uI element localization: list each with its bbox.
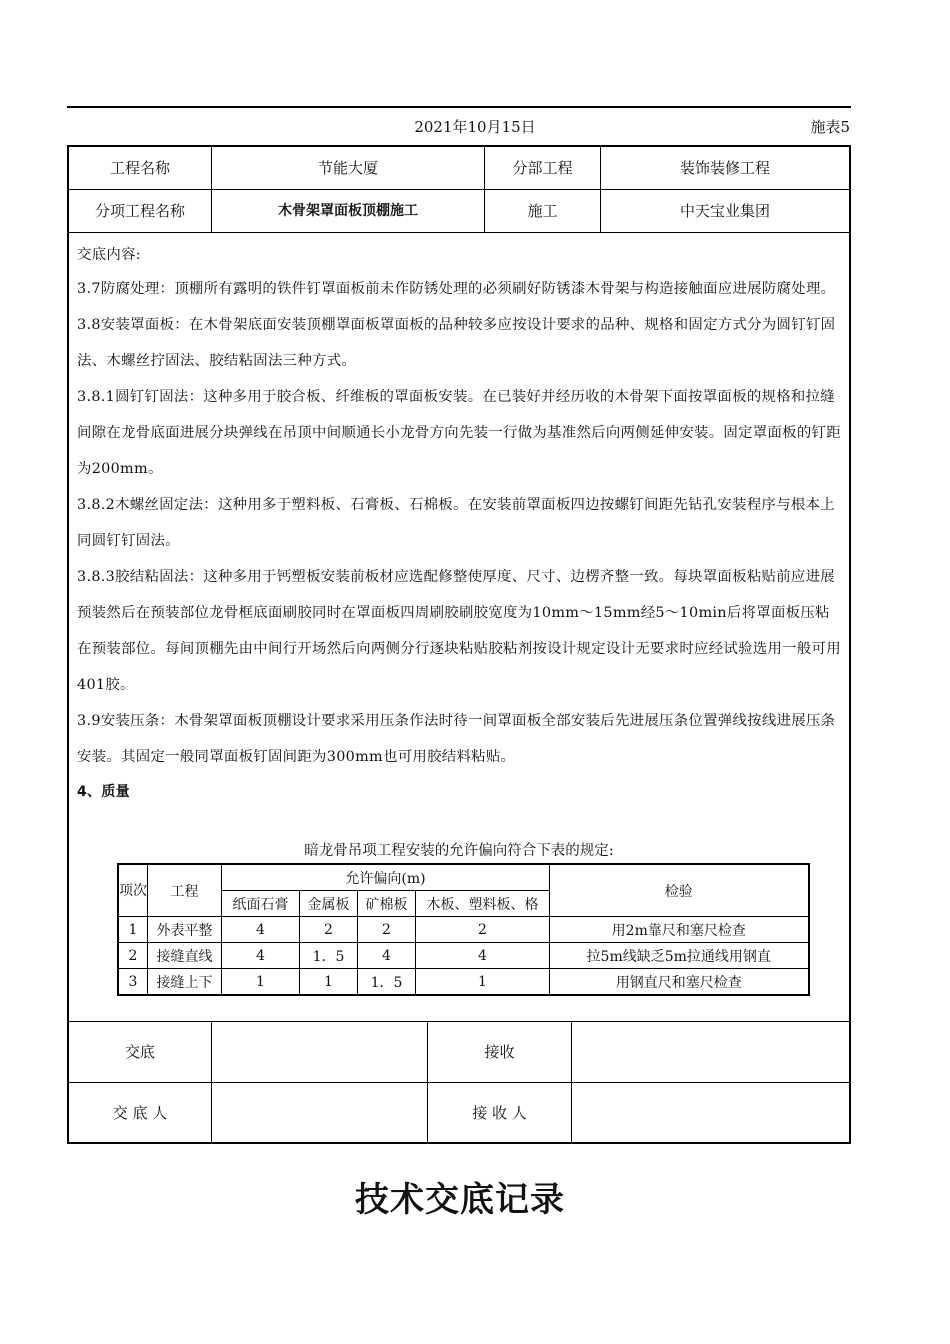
signature-row-handover <box>69 1021 849 1083</box>
row-value: 2 <box>358 917 416 943</box>
row-value: 1 <box>222 969 300 996</box>
record-form <box>67 145 851 1144</box>
info-row-project <box>69 147 849 190</box>
col-item-header: 项次 <box>118 864 148 917</box>
content-paragraph: 3.9安装压条：木骨架罩面板顶棚设计要求采用压条作法时待一间罩面板全部安装后先进展压条位置弹线按线进展压条安装。其固定一般同罩面板钉固间距为300mm也可用胶结料粘贴。 <box>77 713 836 765</box>
item-name-value: 木骨架罩面板顶棚施工 <box>212 190 485 232</box>
col-check-header: 检验 <box>550 864 809 917</box>
row-project: 外表平整 <box>148 917 222 943</box>
content-intro: 交底内容: <box>77 247 141 263</box>
row-value: 4 <box>222 917 300 943</box>
row-no: 2 <box>118 943 148 969</box>
row-value: 4 <box>416 943 550 969</box>
contractor-label: 施工 <box>485 190 601 232</box>
document-title: 技术交底记录 <box>355 1180 565 1220</box>
row-project: 接缝上下 <box>148 969 222 996</box>
handover-label: 交底 <box>69 1022 212 1082</box>
col-project-header: 工程 <box>148 864 222 917</box>
handover-content <box>77 239 843 809</box>
handover-person-field[interactable] <box>212 1083 428 1143</box>
info-row-item <box>69 190 849 233</box>
row-value: 4 <box>222 943 300 969</box>
row-value: 1．5 <box>358 969 416 996</box>
content-paragraph: 3.7防腐处理：顶棚所有露明的铁件钉罩面板前未作防锈处理的必须刷好防锈漆木骨架与构造接触面应进展防腐处理。 <box>77 281 836 297</box>
row-check: 用2m靠尺和塞尺检查 <box>550 917 809 943</box>
table-caption: 暗龙骨吊项工程安装的允许偏向符合下表的规定: <box>304 843 614 859</box>
division-label: 分部工程 <box>485 147 601 189</box>
content-paragraph: 3.8.1圆钉钉固法：这种多用于胶合板、纤维板的罩面板安装。在已装好并经历收的木骨架下面按罩面板的规格和拉缝间隙在龙骨底面进展分块弹线在吊顶中间顺通长小龙骨方向先装一行做为基准然后向两侧延伸安装。固定罩面板的钉距为200mm。 <box>77 389 841 477</box>
table-row <box>118 969 809 996</box>
row-project: 接缝直线 <box>148 943 222 969</box>
table-row <box>118 917 809 943</box>
document-date: 2021年10月15日 <box>414 118 536 136</box>
row-check: 拉5m线缺乏5m拉通线用钢直 <box>550 943 809 969</box>
row-value: 2 <box>416 917 550 943</box>
receive-person-label: 接 收 人 <box>428 1083 572 1143</box>
content-paragraph: 3.8安装罩面板：在木骨架底面安装顶棚罩面板罩面板的品种较多应按设计要求的品种、规格和固定方式分为圆钉钉固法、木螺丝拧固法、胶结粘固法三种方式。 <box>77 317 836 369</box>
row-value: 2 <box>300 917 358 943</box>
receive-person-field[interactable] <box>572 1083 849 1143</box>
handover-person-label: 交 底 人 <box>69 1083 212 1143</box>
handover-field[interactable] <box>212 1022 428 1082</box>
subcol-header: 金属板 <box>300 891 358 917</box>
row-value: 1 <box>300 969 358 996</box>
content-paragraph: 3.8.2木螺丝固定法：这种用多于塑料板、石膏板、石棉板。在安装前罩面板四边按螺钉间距先钻孔安装程序与根本上同圆钉钉固法。 <box>77 497 835 549</box>
receive-field[interactable] <box>572 1022 849 1082</box>
project-name-label: 工程名称 <box>69 147 212 189</box>
header-rule <box>67 106 851 108</box>
row-value: 1．5 <box>300 943 358 969</box>
project-name-value: 节能大厦 <box>212 147 485 189</box>
section-heading: 4、质量 <box>77 784 130 800</box>
row-value: 4 <box>358 943 416 969</box>
item-name-label: 分项工程名称 <box>69 190 212 232</box>
content-paragraph: 3.8.3胶结粘固法：这种多用于钙塑板安装前板材应选配修整使厚度、尺寸、边楞齐整一致。每块罩面板粘贴前应进展预装然后在预装部位龙骨框底面刷胶同时在罩面板四周刷胶刷胶宽度为10mm～15mm经5～10min后将罩面板压粘在预装部位。每间顶棚先由中间行开场然后向两侧分行逐块粘贴胶粘剂按设计规定设计无要求时应经试验选用一般可用401胶。 <box>77 569 841 693</box>
subcol-header: 木板、塑料板、格 <box>416 891 550 917</box>
form-number: 施表5 <box>810 118 850 136</box>
division-value: 装饰装修工程 <box>679 159 770 177</box>
receive-label: 接收 <box>428 1022 572 1082</box>
col-tolerance-header: 允许偏向(m) <box>222 864 550 891</box>
signature-row-persons <box>69 1082 849 1143</box>
row-no: 3 <box>118 969 148 996</box>
row-check: 用钢直尺和塞尺检查 <box>550 969 809 996</box>
quality-table <box>117 863 810 996</box>
table-row <box>118 943 809 969</box>
subcol-header: 矿棉板 <box>358 891 416 917</box>
subcol-header: 纸面石膏 <box>222 891 300 917</box>
contractor-value: 中天宝业集团 <box>679 202 770 220</box>
row-value: 1 <box>416 969 550 996</box>
row-no: 1 <box>118 917 148 943</box>
